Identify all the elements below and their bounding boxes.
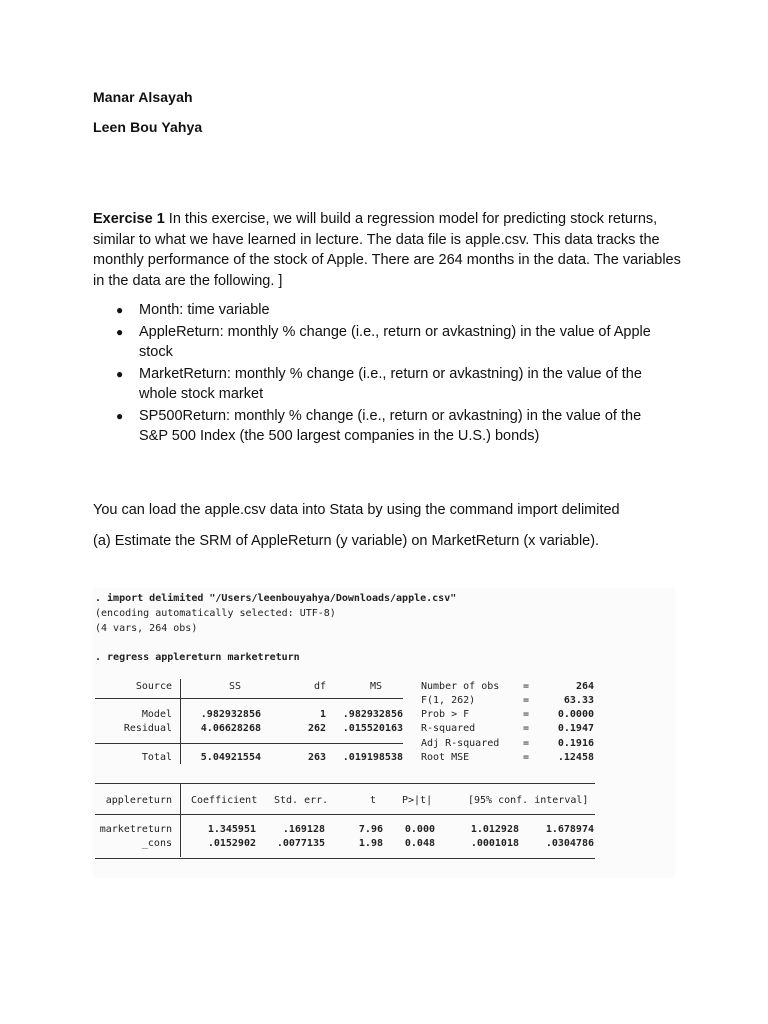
coef-vertical-rule: [180, 783, 181, 857]
stat-equals: =: [523, 695, 530, 706]
stat-label: R-squared: [421, 723, 476, 734]
exercise-intro-paragraph: [93, 209, 693, 291]
variable-description: AppleReturn: monthly % change (i.e., return or avkastning) in the value of Apple stock: [139, 323, 651, 360]
coef-header-rule: [95, 814, 595, 815]
anova-row-source: Total: [141, 752, 172, 763]
anova-row-source: Residual: [123, 723, 172, 734]
anova-header-ms: MS: [370, 681, 383, 692]
list-item: [93, 406, 673, 447]
stat-equals: =: [523, 738, 530, 749]
list-item: [93, 364, 673, 405]
anova-row-ms: .015520163: [342, 723, 403, 734]
coef-row-name: _cons: [141, 838, 172, 849]
coef-header-p: P>|t|: [402, 795, 433, 806]
coef-header-stderr: Std. err.: [274, 795, 329, 806]
stat-value: 0.0000: [557, 709, 594, 720]
stat-label: Root MSE: [421, 752, 470, 763]
variable-description: MarketReturn: monthly % change (i.e., return or avkastning) in the value of the whole stock market: [139, 365, 642, 402]
coef-bottom-rule: [95, 858, 595, 859]
anova-vertical-rule: [180, 679, 181, 764]
coef-row-t: 1.98: [358, 838, 383, 849]
coef-row-coefficient: 1.345951: [207, 824, 256, 835]
anova-row-df: 263: [307, 752, 326, 763]
coef-row-p: 0.000: [404, 824, 435, 835]
coef-top-rule: [95, 783, 595, 784]
stata-regress-command: . regress applereturn marketreturn: [95, 652, 300, 663]
variable-description: Month: time variable: [139, 302, 270, 318]
coef-row-p: 0.048: [404, 838, 435, 849]
coef-row-coefficient: .0152902: [207, 838, 256, 849]
anova-header-source: Source: [135, 681, 172, 692]
stata-vars-obs-note: (4 vars, 264 obs): [95, 623, 198, 634]
coef-header-t: t: [369, 795, 376, 806]
anova-row-ms: .982932856: [342, 709, 403, 720]
stat-label: F(1, 262): [421, 695, 476, 706]
stat-value: 264: [575, 681, 594, 692]
question-a-text: (a) Estimate the SRM of AppleReturn (y variable) on MarketReturn (x variable).: [93, 533, 600, 549]
bullet-icon: ●: [116, 408, 124, 423]
anova-row-ss: .982932856: [200, 709, 261, 720]
stat-label: Prob > F: [421, 709, 470, 720]
coef-row-name: marketreturn: [99, 824, 172, 835]
bullet-icon: ●: [116, 303, 124, 317]
variable-description: SP500Return: monthly % change (i.e., return or avkastning) in the value of the S&P 500 Index (the 500 largest companies in the U.S.) bonds): [139, 407, 642, 444]
stata-import-command: . import delimited "/Users/leenbouyahya/Downloads/apple.csv": [95, 593, 457, 604]
coef-row-ci-high: .0304786: [545, 838, 594, 849]
coef-row-t: 7.96: [358, 824, 383, 835]
coef-header-dep: applereturn: [105, 795, 172, 806]
stat-equals: =: [523, 681, 530, 692]
anova-row-source: Model: [141, 709, 172, 720]
author-name-1: Manar Alsayah: [93, 89, 193, 105]
bullet-icon: ●: [116, 366, 124, 381]
anova-row-ms: .019198538: [342, 752, 403, 763]
coef-header-ci: [95% conf. interval]: [468, 795, 589, 806]
stat-label: Adj R-squared: [421, 738, 500, 749]
coef-row-ci-low: 1.012928: [470, 824, 519, 835]
coef-row-ci-low: .0001018: [470, 838, 519, 849]
stat-value: 63.33: [563, 695, 594, 706]
stat-equals: =: [523, 723, 530, 734]
anova-header-ss: SS: [229, 681, 242, 692]
stat-equals: =: [523, 709, 530, 720]
stata-encoding-note: (encoding automatically selected: UTF-8): [95, 608, 336, 619]
anova-header-rule: [95, 698, 403, 699]
variables-list: [93, 300, 673, 448]
anova-row-df: 1: [319, 709, 326, 720]
anova-row-ss: 5.04921554: [200, 752, 261, 763]
anova-header-df: df: [314, 681, 327, 692]
stat-equals: =: [523, 752, 530, 763]
stat-label: Number of obs: [421, 681, 500, 692]
coef-header-coefficient: Coefficient: [191, 795, 258, 806]
stat-value: .12458: [557, 752, 594, 763]
coef-row-ci-high: 1.678974: [545, 824, 594, 835]
list-item: [93, 322, 673, 363]
author-name-2: Leen Bou Yahya: [93, 119, 203, 135]
anova-row-ss: 4.06628268: [200, 723, 261, 734]
coef-row-stderr: .0077135: [276, 838, 325, 849]
bullet-icon: ●: [116, 324, 124, 339]
stat-value: 0.1916: [557, 738, 594, 749]
stat-value: 0.1947: [557, 723, 594, 734]
exercise-label: Exercise 1: [93, 211, 165, 227]
anova-row-df: 262: [307, 723, 326, 734]
stata-output: [93, 588, 675, 878]
exercise-intro-text: In this exercise, we will build a regression model for predicting stock returns, similar to what we have learned in lecture. The data file is apple.csv. This data tracks the monthly performance of the stock of Apple. There are 264 months in the data. The variables in the data are the following. ]: [93, 211, 681, 289]
load-data-text: You can load the apple.csv data into Stata by using the command import delimited: [93, 502, 620, 518]
anova-total-rule: [95, 743, 403, 744]
coef-row-stderr: .169128: [282, 824, 325, 835]
list-item: [93, 300, 673, 321]
